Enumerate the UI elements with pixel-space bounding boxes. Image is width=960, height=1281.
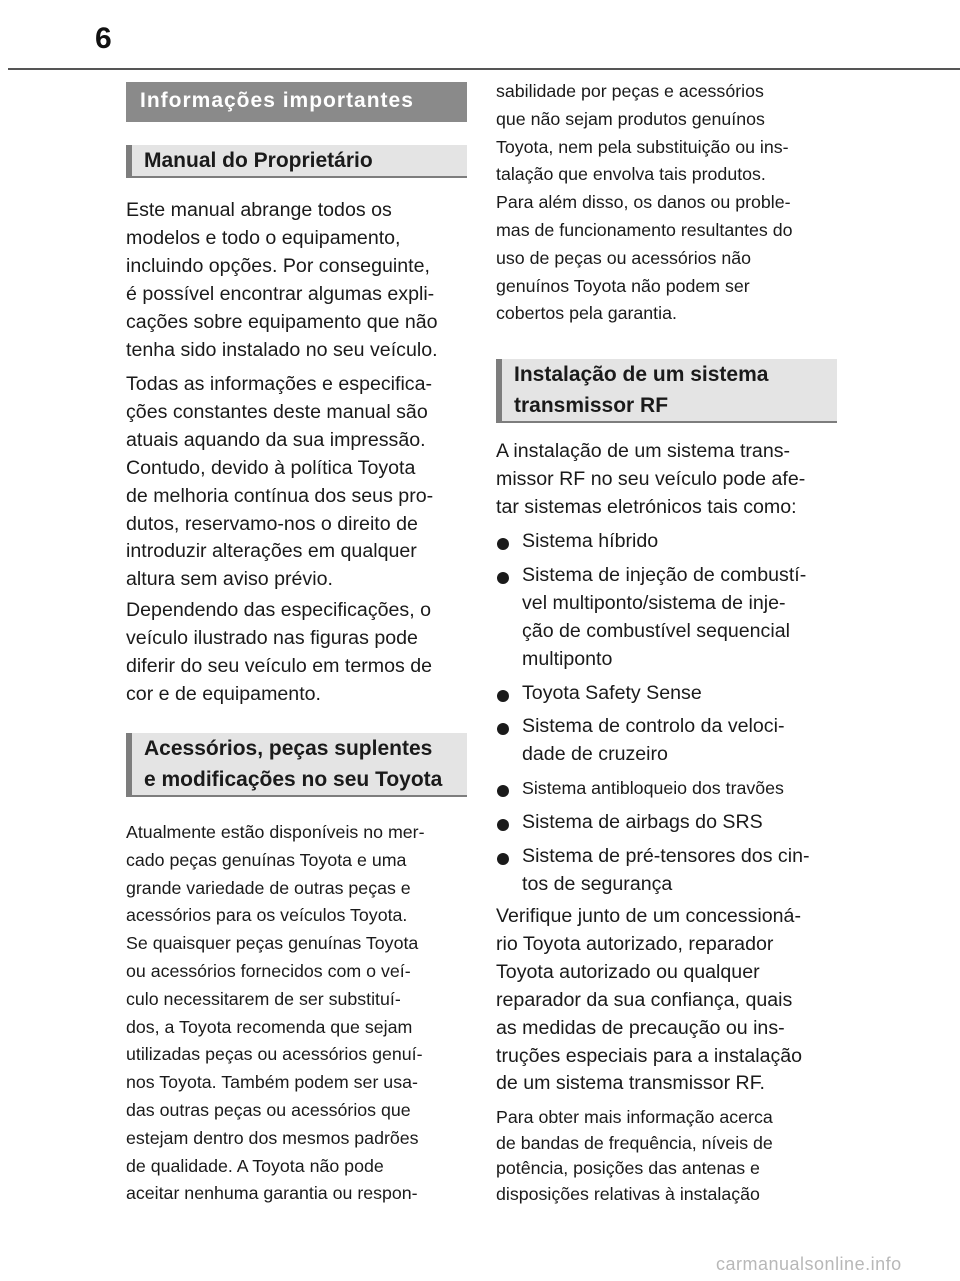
text-line: cado peças genuínas Toyota e uma — [126, 849, 407, 870]
paragraph-illustrations — [126, 597, 467, 709]
list-item — [496, 843, 837, 899]
section-title-banner: Informações importantes — [126, 82, 467, 122]
page-number: 6 — [95, 22, 112, 55]
text-line: tenha sido instalado no seu veículo. — [126, 338, 438, 361]
paragraph-genuine-parts — [126, 819, 467, 1208]
text-line: Para obter mais informação acerca — [496, 1107, 773, 1127]
subhead-line: transmissor RF — [514, 394, 669, 417]
text-line: de bandas de frequência, níveis de — [496, 1132, 773, 1153]
subhead-line: Instalação de um sistema — [514, 363, 769, 386]
text-line: atuais aquando da sua impressão. — [126, 428, 426, 451]
list-item-text: multiponto — [522, 647, 613, 670]
text-line: modelos e todo o equipamento, — [126, 226, 401, 249]
subhead-line: Manual do Proprietário — [144, 149, 373, 172]
paragraph-warranty — [496, 78, 837, 328]
text-line: de um sistema transmissor RF. — [496, 1072, 765, 1095]
text-line: Verifique junto de um concessioná- — [496, 905, 801, 927]
text-line: estejam dentro dos mesmos padrões — [126, 1127, 419, 1148]
text-line: é possível encontrar algumas expli- — [126, 282, 435, 305]
text-line: Todas as informações e especifica- — [126, 373, 433, 395]
list-item-text: ção de combustível sequencial — [522, 619, 790, 642]
text-line: Se quaisquer peças genuínas Toyota — [126, 933, 419, 954]
text-line: cações sobre equipamento que não — [126, 310, 438, 333]
list-item-text: vel multiponto/sistema de inje- — [522, 591, 786, 614]
text-line: nos Toyota. Também podem ser usa- — [126, 1072, 418, 1093]
text-line: culo necessitarem de ser substituí- — [126, 988, 401, 1009]
text-line: dos, a Toyota recomenda que sejam — [126, 1016, 413, 1037]
text-line: Contudo, devido à política Toyota — [126, 456, 416, 479]
text-line: tar sistemas eletrónicos tais como: — [496, 495, 797, 518]
text-line: altura sem aviso prévio. — [126, 568, 333, 591]
subhead-line: e modificações no seu Toyota — [144, 768, 443, 791]
subhead-line: Acessórios, peças suplentes — [144, 737, 433, 760]
text-line: Toyota autorizado ou qualquer — [496, 960, 760, 983]
text-line: que não sejam produtos genuínos — [496, 108, 765, 129]
header-rule — [8, 68, 960, 70]
text-line: cobertos pela garantia. — [496, 303, 677, 324]
list-item — [496, 562, 837, 674]
affected-systems-list — [496, 528, 837, 899]
text-line: sabilidade por peças e acessórios — [496, 81, 764, 101]
text-line: as medidas de precaução ou ins- — [496, 1016, 785, 1039]
text-line: utilizadas peças ou acessórios genuí- — [126, 1044, 423, 1065]
text-line: Este manual abrange todos os — [126, 199, 392, 221]
list-item-text: Sistema híbrido — [522, 530, 659, 552]
text-line: diferir do seu veículo em termos de — [126, 654, 433, 677]
text-line: truções especiais para a instalação — [496, 1044, 803, 1067]
subhead-accessories — [126, 733, 467, 797]
list-item-text: tos de segurança — [522, 872, 673, 895]
text-line: de melhoria contínua dos seus pro- — [126, 484, 434, 507]
text-line: de qualidade. A Toyota não pode — [126, 1155, 384, 1176]
text-line: ou acessórios fornecidos com o veí- — [126, 960, 411, 981]
text-line: Dependendo das especificações, o — [126, 599, 432, 621]
text-line: das outras peças ou acessórios que — [126, 1099, 411, 1120]
text-line: reparador da sua confiança, quais — [496, 988, 793, 1011]
list-item — [496, 775, 837, 803]
text-line: acessórios para os veículos Toyota. — [126, 905, 408, 926]
list-item-text: Sistema de airbags do SRS — [522, 811, 763, 834]
list-item-text: Sistema antibloqueio dos travões — [522, 778, 784, 799]
list-item-text: Sistema de pré-tensores dos cin- — [522, 845, 810, 868]
text-line: missor RF no seu veículo pode afe- — [496, 467, 806, 490]
text-line: ções constantes deste manual são — [126, 400, 428, 423]
subhead-rf-transmitter — [496, 359, 837, 423]
text-line: introduzir alterações em qualquer — [126, 540, 417, 563]
text-line: grande variedade de outras peças e — [126, 877, 411, 898]
text-line: rio Toyota autorizado, reparador — [496, 932, 774, 955]
text-line: Toyota, nem pela substituição ou ins- — [496, 136, 789, 157]
text-line: Para além disso, os danos ou proble- — [496, 192, 791, 213]
list-item — [496, 528, 837, 556]
text-line: veículo ilustrado nas figuras pode — [126, 626, 418, 649]
text-line: uso de peças ou acessórios não — [496, 247, 752, 268]
text-line: aceitar nenhuma garantia ou respon- — [126, 1183, 418, 1204]
text-line: talação que envolva tais produtos. — [496, 164, 766, 185]
paragraph-more-info — [496, 1105, 837, 1207]
list-item-text: Sistema de controlo da veloci- — [522, 715, 785, 738]
list-item-text: Toyota Safety Sense — [522, 681, 702, 704]
list-item-text: Sistema de injeção de combustí- — [522, 563, 807, 586]
text-line: Atualmente estão disponíveis no mer- — [126, 822, 425, 842]
paragraph-rf-intro — [496, 438, 837, 522]
text-line: incluindo opções. Por conseguinte, — [126, 254, 430, 277]
list-item — [496, 809, 837, 837]
text-line: potência, posições das antenas e — [496, 1158, 760, 1178]
subhead-owners-manual — [126, 145, 467, 178]
list-item — [496, 680, 837, 708]
text-line: mas de funcionamento resultantes do — [496, 219, 793, 240]
paragraph-specifications — [126, 371, 467, 594]
paragraph-dealer-advice — [496, 903, 837, 1098]
text-line: cor e de equipamento. — [126, 682, 321, 705]
list-item — [496, 713, 837, 769]
list-item-text: dade de cruzeiro — [522, 743, 668, 766]
paragraph-manual-scope — [126, 197, 467, 364]
text-line: A instalação de um sistema trans- — [496, 440, 791, 462]
text-line: genuínos Toyota não podem ser — [496, 275, 750, 296]
text-line: disposições relativas à instalação — [496, 1183, 760, 1204]
watermark: carmanualsonline.info — [716, 1254, 902, 1274]
text-line: dutos, reservamo-nos o direito de — [126, 512, 418, 535]
